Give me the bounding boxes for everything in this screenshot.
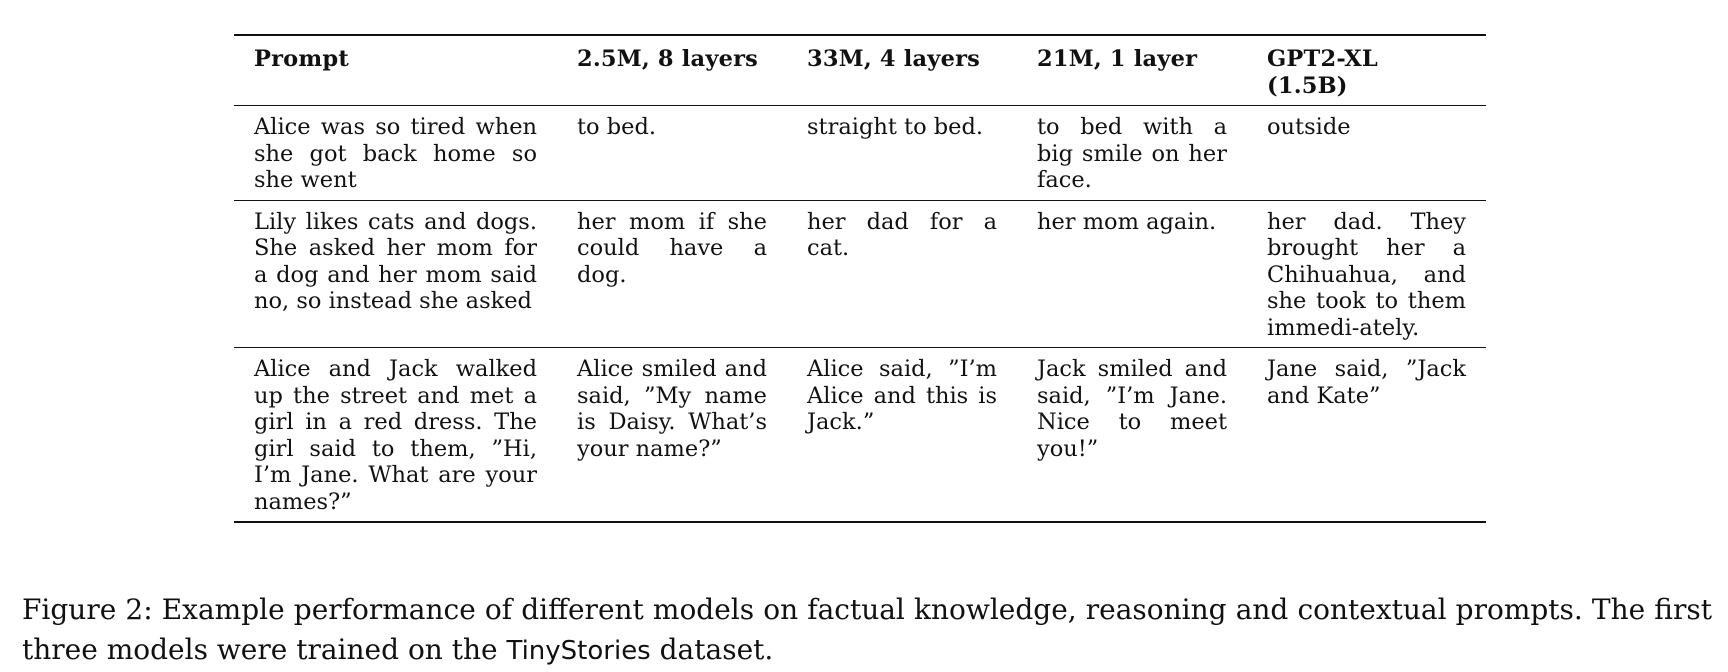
header-model-33m: 33M, 4 layers (807, 46, 981, 72)
completion-cell: her dad. They brought her a Chihuahua, and she took to them immedi-ately. (1267, 208, 1466, 341)
table-header (234, 35, 1486, 106)
caption-dataset-name: TinyStories (506, 636, 651, 666)
prompt-cell: Alice was so tired when she got back home so she went (254, 114, 537, 193)
completion-cell: to bed with a big smile on her face. (1037, 114, 1227, 193)
prompt-cell: Lily likes cats and dogs. She asked her mom for a dog and her mom said no, so instead she asked (254, 208, 537, 314)
results-table-container (234, 34, 1486, 523)
table-body (234, 106, 1486, 523)
completion-cell: Alice smiled and said, ”My name is Daisy. What’s your name?” (577, 356, 767, 462)
prompt-cell: Alice and Jack walked up the street and met a girl in a red dress. The girl said to them, ”Hi, I’m Jane. What are your names?” (254, 356, 537, 515)
caption-text: Figure 2: Example performance of different models on factual knowledge, reasoning and contextual prompts. The first three models were trained on the (22, 593, 1712, 666)
figure-caption (22, 590, 1712, 671)
model-comparison-table (234, 34, 1486, 523)
table-row (234, 200, 1486, 348)
completion-cell: outside (1267, 114, 1351, 140)
completion-cell: Jane said, ”Jack and Kate” (1267, 356, 1466, 409)
header-model-2-5m: 2.5M, 8 layers (577, 46, 759, 72)
completion-cell: Jack smiled and said, ”I’m Jane. Nice to meet you!” (1037, 356, 1227, 462)
header-prompt: Prompt (254, 46, 349, 72)
completion-cell: to bed. (577, 114, 657, 140)
completion-cell: her mom if she could have a dog. (577, 208, 767, 288)
completion-cell: Alice said, ”I’m Alice and this is Jack.” (807, 356, 997, 435)
table-row (234, 106, 1486, 201)
caption-suffix: dataset. (650, 633, 774, 666)
completion-cell: straight to bed. (807, 114, 984, 140)
header-model-21m: 21M, 1 layer (1037, 46, 1198, 72)
header-model-gpt2-xl: GPT2-XL (1.5B) (1267, 46, 1378, 99)
completion-cell: her dad for a cat. (807, 208, 997, 261)
table-row (234, 348, 1486, 523)
header-row (234, 35, 1486, 106)
completion-cell: her mom again. (1037, 208, 1217, 235)
